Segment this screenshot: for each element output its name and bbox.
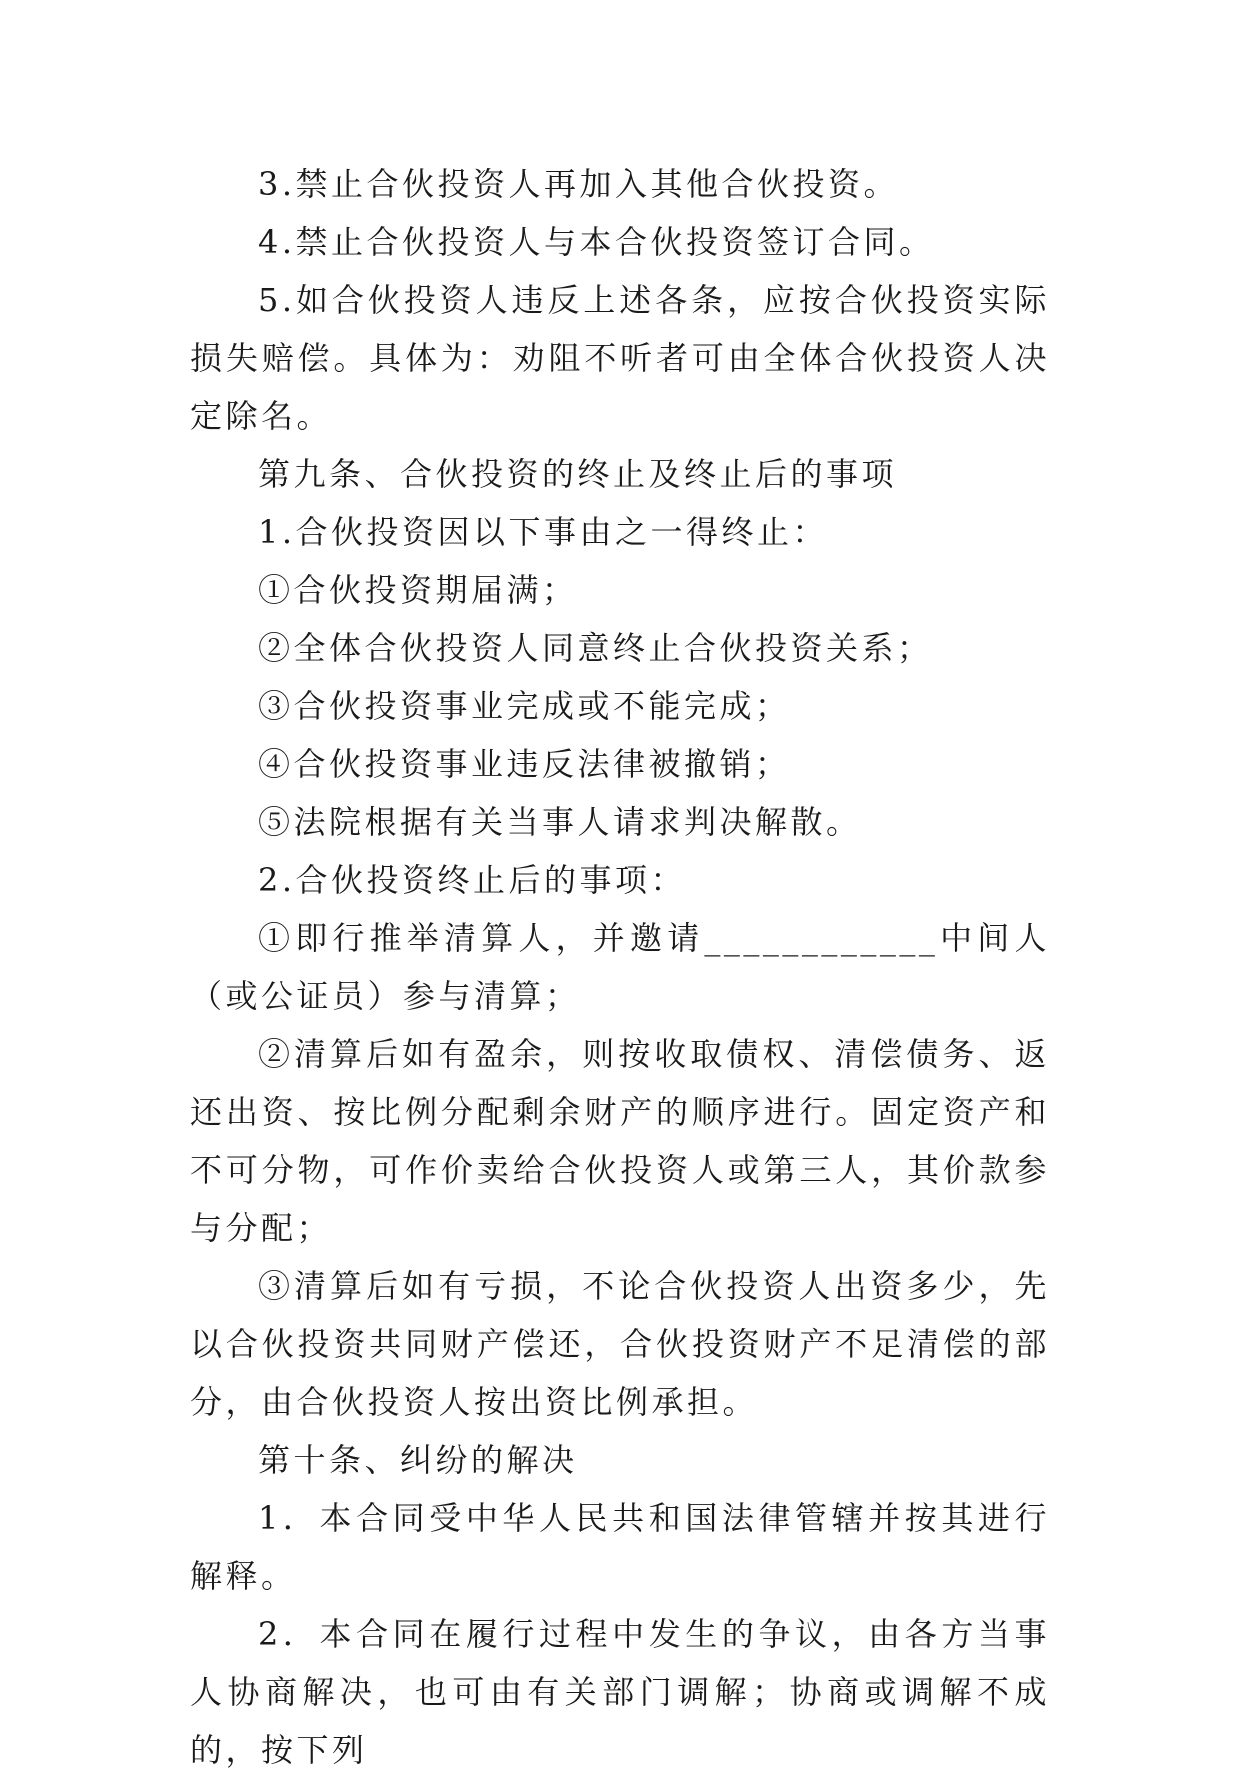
list-item-9-1-e: ⑤法院根据有关当事人请求判决解散。: [258, 803, 862, 841]
paragraph-clause-8-4: 4.禁止合伙投资人与本合伙投资签订合同。: [258, 223, 935, 261]
list-item-9-1-d: ④合伙投资事业违反法律被撤销；: [258, 745, 791, 783]
document-body: [190, 155, 1050, 1779]
list-item-9-2-a: ①即行推举清算人，并邀请____________中间人（或公证员）参与清算；: [190, 919, 1050, 1015]
list-item-9-1-b: ②全体合伙投资人同意终止合伙投资关系；: [258, 629, 933, 667]
paragraph-clause-8-5: 5.如合伙投资人违反上述各条，应按合伙投资实际损失赔偿。具体为：劝阻不听者可由全体合伙投资人决定除名。: [190, 281, 1050, 435]
list-item-9-1-c: ③合伙投资事业完成或不能完成；: [258, 687, 791, 725]
list-item-9-1-a: ①合伙投资期届满；: [258, 571, 578, 609]
list-item-9-2-b: ②清算后如有盈余，则按收取债权、清偿债务、返还出资、按比例分配剩余财产的顺序进行。固定资产和不可分物，可作价卖给合伙投资人或第三人，其价款参与分配；: [190, 1035, 1050, 1247]
paragraph-clause-9-1: 1.合伙投资因以下事由之一得终止：: [258, 513, 829, 551]
heading-article-9: 第九条、合伙投资的终止及终止后的事项: [258, 455, 898, 493]
list-item-9-2-c: ③清算后如有亏损，不论合伙投资人出资多少，先以合伙投资共同财产偿还，合伙投资财产不足清偿的部分，由合伙投资人按出资比例承担。: [190, 1267, 1050, 1421]
paragraph-clause-8-3: 3.禁止合伙投资人再加入其他合伙投资。: [258, 165, 900, 203]
paragraph-clause-10-2: 2．本合同在履行过程中发生的争议，由各方当事人协商解决，也可由有关部门调解；协商或调解不成的，按下列: [190, 1615, 1050, 1769]
heading-article-10: 第十条、纠纷的解决: [258, 1441, 578, 1479]
paragraph-clause-10-1: 1．本合同受中华人民共和国法律管辖并按其进行解释。: [190, 1499, 1050, 1595]
paragraph-clause-9-2: 2.合伙投资终止后的事项：: [258, 861, 687, 899]
